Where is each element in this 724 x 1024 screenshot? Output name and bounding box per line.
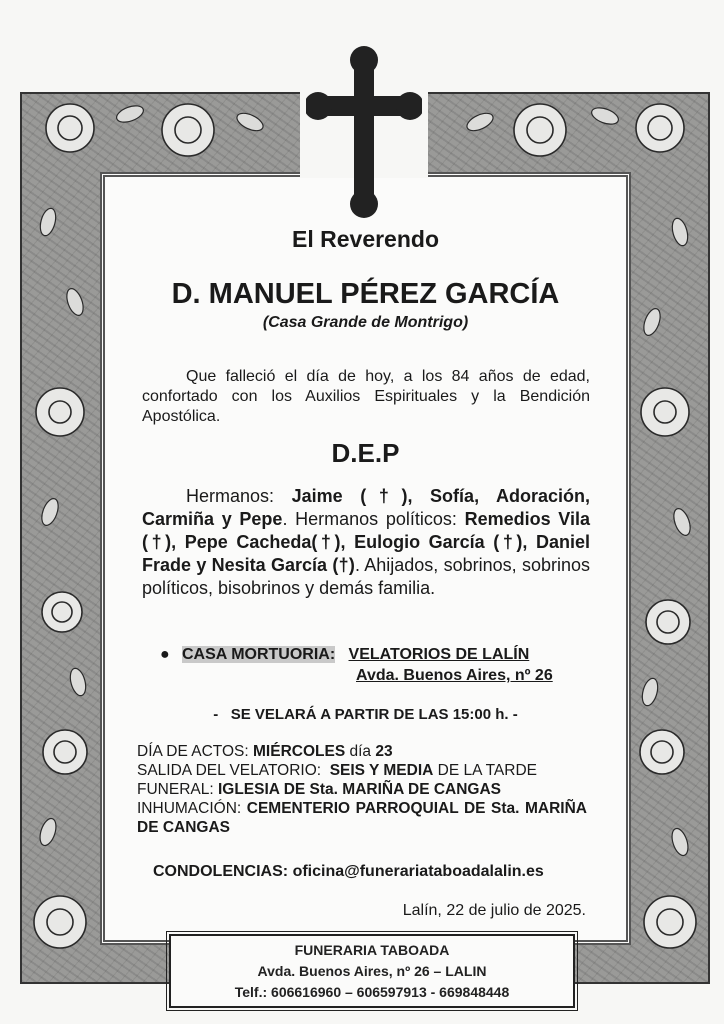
family-text-3: . Ahijados, sobrinos, sobrinos políticos, bisobrinos y demás familia. bbox=[142, 555, 590, 598]
cross-icon bbox=[306, 46, 422, 218]
wake-note: - SE VELARÁ A PARTIR DE LAS 15:00 h. - bbox=[213, 706, 518, 723]
deceased-name: D. MANUEL PÉREZ GARCÍA bbox=[171, 278, 560, 310]
company-phones: Telf.: 606616960 – 606597913 - 669848448 bbox=[234, 984, 510, 1000]
day-line: DÍA DE ACTOS: MIÉRCOLES día 23 bbox=[137, 743, 393, 760]
condolences-label: CONDOLENCIAS: bbox=[153, 863, 293, 880]
burial-line: INHUMACIÓN: CEMENTERIO PARROQUIAL DE Sta. MARIÑA DE CANGAS bbox=[137, 800, 588, 836]
condolences-email[interactable]: oficina@funerariataboadalalin.es bbox=[292, 863, 544, 880]
in-laws-names: Remedios Vila (†), Pepe Cacheda(†), Eulogio García (†), Daniel Frade y Nesita García (†) bbox=[142, 509, 590, 575]
funeral-line: FUNERAL: IGLESIA DE Sta. MARIÑA DE CANGAS bbox=[137, 781, 502, 798]
bullet-icon: ● bbox=[160, 646, 170, 663]
acts-block bbox=[137, 742, 587, 837]
mortuary-line bbox=[160, 646, 600, 664]
funeral-home-box bbox=[169, 934, 575, 1008]
house-name: (Casa Grande de Montrigo) bbox=[262, 314, 469, 331]
dep-label: D.E.P bbox=[331, 438, 400, 468]
exit-line: SALIDA DEL VELATORIO: SEIS Y MEDIA DE LA TARDE bbox=[137, 762, 537, 779]
mortuary-label: CASA MORTUORIA: bbox=[182, 646, 336, 663]
company-name: FUNERARIA TABOADA bbox=[294, 942, 450, 958]
intro-text: Que falleció el día de hoy, a los 84 años de edad, confortado con los Auxilios Espirituales y la Bendición Apostólica. bbox=[142, 368, 590, 425]
siblings-names: Jaime (†), Sofía, Adoración, Carmiña y Pepe bbox=[142, 486, 590, 529]
company-address: Avda. Buenos Aires, nº 26 – LALIN bbox=[257, 963, 487, 979]
mortuary-venue: VELATORIOS DE LALÍN bbox=[348, 646, 530, 663]
mortuary-address: Avda. Buenos Aires, nº 26 bbox=[356, 667, 553, 684]
family-text-1: Hermanos: bbox=[186, 486, 292, 506]
family-text-2: . Hermanos políticos: bbox=[282, 509, 465, 529]
condolences-line bbox=[153, 863, 544, 881]
heading: El Reverendo bbox=[292, 226, 439, 252]
place-date: Lalín, 22 de julio de 2025. bbox=[402, 902, 586, 919]
family-text bbox=[142, 485, 590, 600]
